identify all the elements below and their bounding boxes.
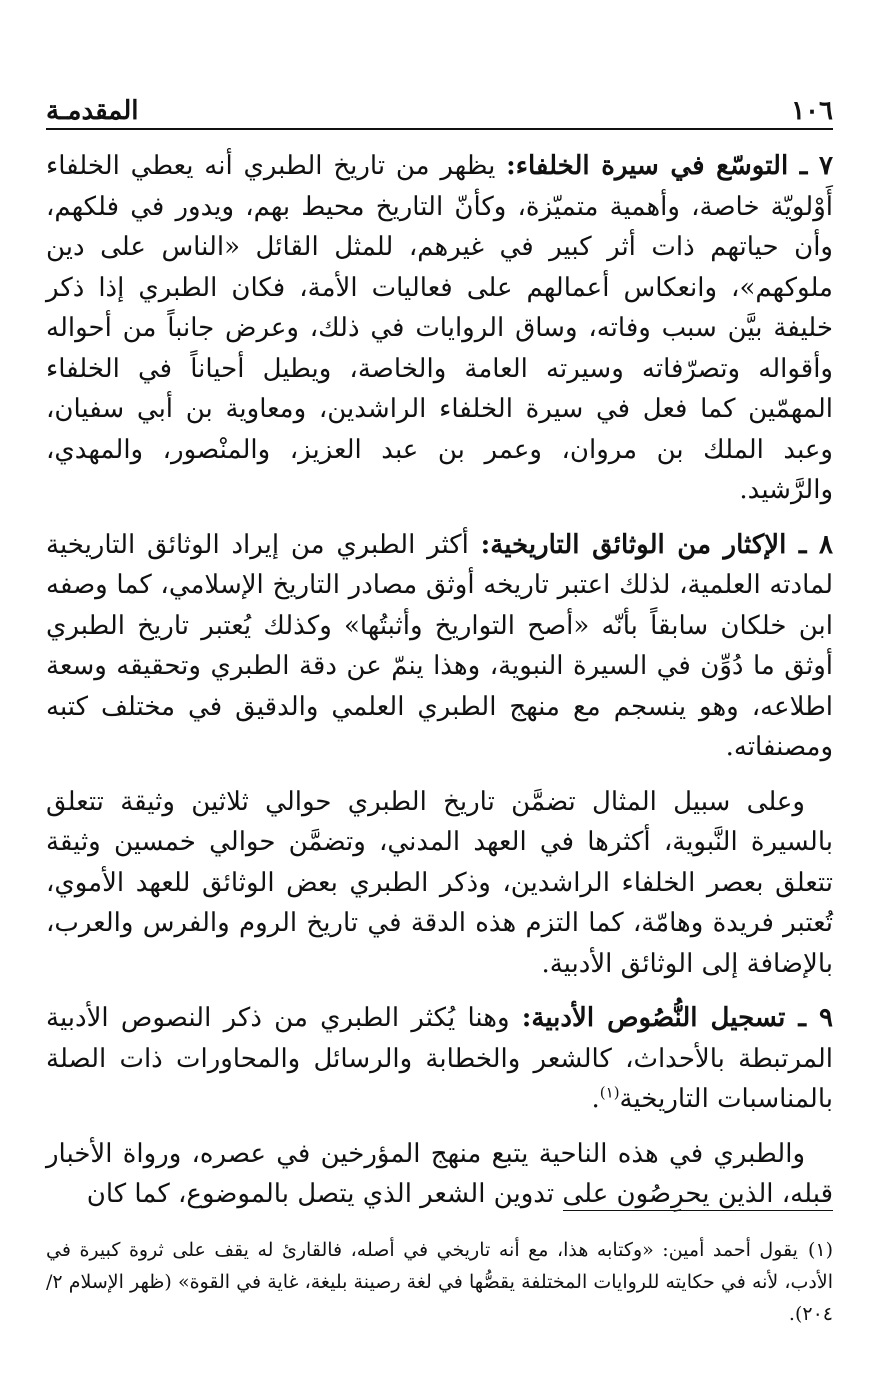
paragraph-examples — [46, 782, 833, 985]
paragraph-body: يظهر من تاريخ الطبري أنه يعطي الخلفاء أَوْلويّة خاصة، وأهمية متميّزة، وكأنّ التاريخ محيط بهم، ويدور في فلكهم، وأن حياتهم ذات أثر كبير في غيرهم، للمثل القائل «الناس على دين ملوكهم»، وانعكاس أعمالهم على فعاليات الأمة، فكان الطبري إذا ذكر خليفة بيَّن سبب وفاته، وساق الروايات في ذلك، وعرض جانباً من أحواله وأقواله وتصرّفاته وسيرته العامة والخاصة، ويطيل أحياناً في الخلفاء المهمّين كما فعل في سيرة الخلفاء الراشدين، ومعاوية بن أبي سفيان، وعبد الملك بن مروان، وعمر بن عبد العزيز، والمنْصور، والمهدي، والرَّشيد. — [46, 151, 833, 505]
paragraph-documents — [46, 525, 833, 768]
paragraph-body: أكثر الطبري من إيراد الوثائق التاريخية لمادته العلمية، لذلك اعتبر تاريخه أوثق مصادر التاريخ الإسلامي، كما وصفه ابن خلكان سابقاً بأنّه «أصح التواريخ وأثبتُها» وكذلك يُعتبر تاريخ الطبري أوثق ما دُوِّن في السيرة النبوية، وهذا ينمّ عن دقة الطبري وتحقيقه وسعة اطلاعه، وهو ينسجم مع منهج الطبري العلمي والدقيق في مختلف كتبه ومصنفاته. — [46, 529, 833, 762]
footnote — [46, 1234, 833, 1330]
paragraph-lead: ٨ ـ الإكثار من الوثائق التاريخية: — [480, 529, 833, 560]
footnote-rule — [563, 1210, 833, 1211]
footnote-number: (١) — [807, 1239, 833, 1261]
page-number: ١٠٦ — [791, 96, 833, 126]
paragraph-body: وعلى سبيل المثال تضمَّن تاريخ الطبري حوالي ثلاثين وثيقة تتعلق بالسيرة النَّبوية، أكثرها في العهد المدني، وتضمَّن حوالي خمسين وثيقة تتعلق بعصر الخلفاء الراشدين، وذكر الطبري بعض الوثائق للعهد الأموي، تُعتبر فريدة وهامّة، كما التزم هذه الدقة في تاريخ الروم والفرس والعرب، بالإضافة إلى الوثائق الأدبية. — [46, 786, 834, 979]
footnote-text: يقول أحمد أمين: «وكتابه هذا، مع أنه تاريخي في أصله، فالقارئ له يقف على ثروة كبيرة في الأدب، لأنه في حكايته للروايات المختلفة يقصُّها في لغة رصينة بليغة، غاية في القوة» (ظهر الإسلام ٢/ ٢٠٤). — [46, 1239, 833, 1325]
body-text — [46, 146, 833, 1229]
footnote-reference[interactable]: (١) — [599, 1083, 620, 1102]
paragraph-literary-texts — [46, 998, 833, 1120]
section-title: المقدمـة — [46, 96, 139, 126]
paragraph-lead: ٧ ـ التوسّع في سيرة الخلفاء: — [506, 151, 834, 181]
header-rule — [46, 128, 833, 130]
paragraph-body: والطبري في هذه الناحية يتبع منهج المؤرخين في عصره، ورواة الأخبار قبله، الذين يحرِصُون على تدوين الشعر الذي يتصل بالموضوع، كما كان — [46, 1138, 833, 1209]
paragraph-body: وهنا يُكثر الطبري من ذكر النصوص الأدبية المرتبطة بالأحداث، كالشعر والخطابة والرسائل والمحاورات ذات الصلة بالمناسبات التاريخية — [46, 1003, 833, 1114]
paragraph-end: . — [591, 1084, 600, 1114]
paragraph-caliphs — [46, 146, 833, 511]
running-head — [46, 86, 833, 126]
paragraph-lead: ٩ ـ تسجيل النُّصُوص الأدبية: — [521, 1003, 834, 1033]
paragraph-tabari-method — [46, 1134, 833, 1215]
